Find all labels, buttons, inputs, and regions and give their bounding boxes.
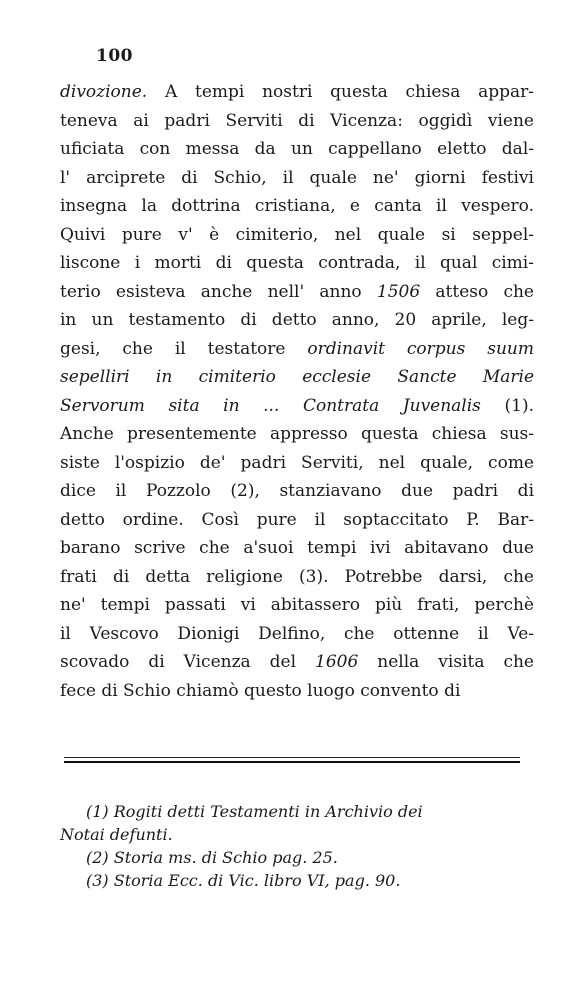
footnote-line: (1) Rogiti detti Testamenti in Archivio dei	[86, 802, 423, 821]
text-line: frati di detta religione (3). Potrebbe darsi, che	[60, 566, 534, 587]
footnotes	[60, 800, 538, 892]
text-line: gesi, che il testatore ordinavit corpus suum	[60, 338, 534, 359]
text-line: ne' tempi passati vi abitassero più frati, perchè	[60, 595, 534, 615]
footnote-line: (2) Storia ms. di Schio pag. 25.	[86, 848, 338, 867]
page-number: 100	[96, 46, 133, 66]
text-line: Anche presentemente appresso questa chiesa sus-	[60, 424, 534, 444]
text-line: in un testamento di detto anno, 20 aprile, leg-	[60, 310, 534, 330]
text-line: il Vescovo Dionigi Delfino, che ottenne il Ve-	[60, 623, 534, 644]
text-line: detto ordine. Così pure il soptaccitato P. Bar-	[60, 509, 534, 530]
text-line: barano scrive che a'suoi tempi ivi abitavano due	[60, 538, 534, 558]
text-line: uficiata con messa da un cappellano eletto dal-	[60, 139, 534, 159]
text-line: siste l'ospizio de' padri Serviti, nel quale, come	[60, 452, 534, 473]
text-line: liscone i morti di questa contrada, il qual cimi-	[60, 253, 534, 273]
footnote-line: Notai defunti.	[60, 825, 173, 844]
text-line: dice il Pozzolo (2), stanziavano due padri di	[60, 481, 534, 501]
text-line: teneva ai padri Serviti di Vicenza: oggidì viene	[60, 110, 534, 131]
text-line: fece di Schio chiamò questo luogo convento di	[60, 680, 461, 701]
text-line: scovado di Vicenza del 1606 nella visita che	[60, 652, 534, 672]
text-line: Servorum sita in ... Contrata Juvenalis (1).	[60, 395, 534, 416]
text-line: sepelliri in cimiterio ecclesie Sancte Marie	[60, 367, 534, 387]
text-line: terio esisteva anche nell' anno 1506 atteso che	[60, 281, 534, 302]
footnote-line: (3) Storia Ecc. di Vic. libro VI, pag. 90.	[86, 871, 401, 890]
footnote-divider-thick	[64, 761, 520, 763]
text-line: insegna la dottrina cristiana, e canta il vespero.	[60, 196, 534, 216]
text-line: l' arciprete di Schio, il quale ne' giorni festivi	[60, 167, 534, 188]
text-line: divozione. A tempi nostri questa chiesa appar-	[60, 82, 534, 102]
text-line: Quivi pure v' è cimiterio, nel quale si seppel-	[60, 224, 534, 245]
body-text	[60, 78, 534, 705]
footnote-divider-thin	[64, 757, 520, 758]
